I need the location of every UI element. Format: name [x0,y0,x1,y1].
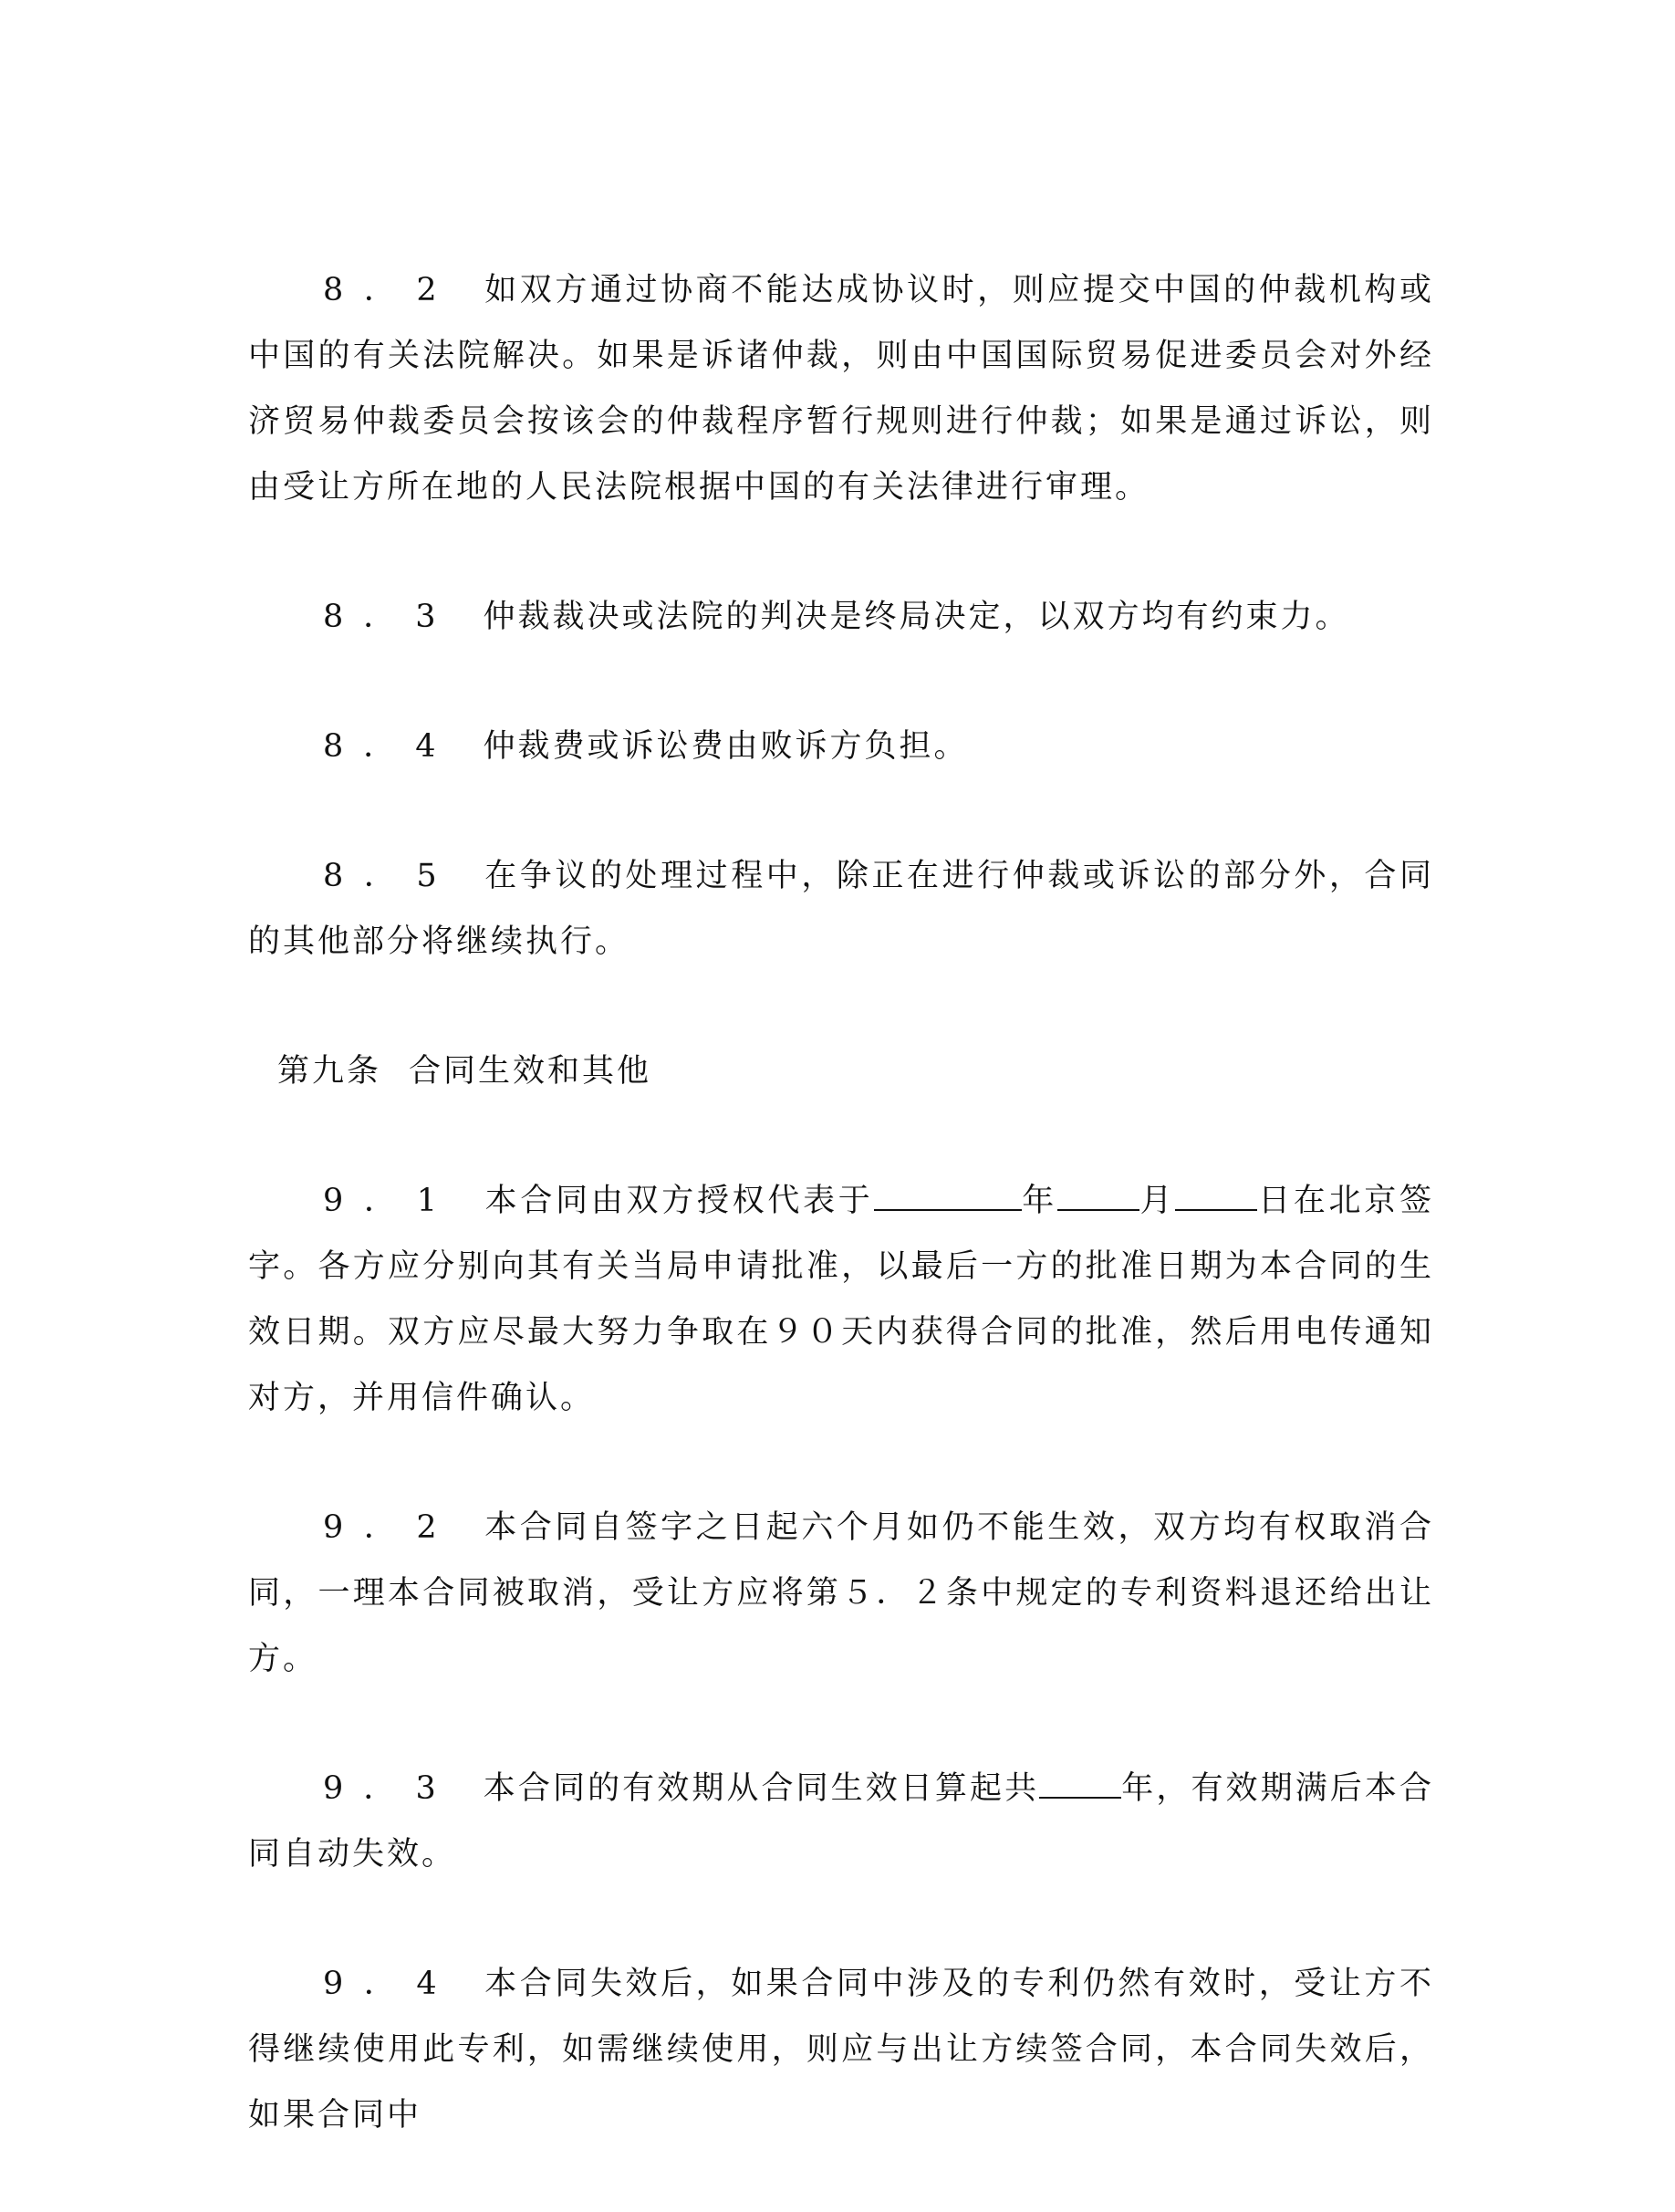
clause-9-1 [248,1168,1434,1431]
clause-number: 9．1 [323,1183,457,1219]
clause-number: 8．4 [323,728,456,765]
day-blank [1175,1182,1257,1211]
document-page [248,257,1434,2212]
clause-number: 8．5 [323,858,457,894]
clause-text: 本合同由双方授权代表于 [484,1183,874,1219]
clause-9-4 [248,1951,1434,2148]
clause-9-3 [248,1756,1434,1887]
clause-text: 本合同失效后，如果合同中涉及的专利仍然有效时，受让方不得继续使用此专利，如需继续使用，则应与出让方续签合同，本合同失效后，如果合同中 [248,1966,1434,2134]
clause-number: 9．2 [323,1509,457,1546]
clause-text: 本合同自签字之日起六个月如仍不能生效，双方均有权取消合同，一理本合同被取消，受让方应将第５．２条中规定的专利资料退还给出让方。 [248,1509,1434,1677]
month-label: 月 [1139,1183,1176,1219]
clause-8-5 [248,843,1434,975]
clause-number: 9．4 [323,1966,457,2002]
clause-number: 8．2 [323,272,457,308]
clause-text: 本合同的有效期从合同生效日算起共 [483,1770,1040,1807]
year-label: 年 [1021,1183,1057,1219]
clause-text-continued: 年，有效期满后本合同自动失效。 [248,1770,1434,1873]
clause-text-continued: 日在北京签字。各方应分别向其有关当局申请批准，以最后一方的批准日期为本合同的生效日期。双方应尽最大努力争取在９０天内获得合同的批准，然后用电传通知对方，并用信件确认。 [248,1183,1434,1416]
article-9-heading [248,1038,1434,1104]
clause-8-4 [248,714,1434,779]
clause-number: 8．3 [323,599,456,635]
clause-9-2 [248,1495,1434,1692]
clause-text: 在争议的处理过程中，除正在进行仲裁或诉讼的部分外，合同的其他部分将继续执行。 [248,858,1434,960]
year-blank [874,1182,1022,1211]
clause-8-3 [248,584,1434,650]
clause-text: 仲裁裁决或法院的判决是终局决定，以双方均有约束力。 [483,599,1350,635]
term-years-blank [1039,1769,1121,1799]
clause-8-2 [248,257,1434,520]
clause-text: 仲裁费或诉讼费由败诉方负担。 [483,728,969,765]
month-blank [1057,1182,1139,1211]
clause-text: 如双方通过协商不能达成协议时，则应提交中国的仲裁机构或中国的有关法院解决。如果是诉诸仲裁，则由中国国际贸易促进委员会对外经济贸易仲裁委员会按该会的仲裁程序暂行规则进行仲裁；如果是通过诉讼，则由受让方所在地的人民法院根据中国的有关法律进行审理。 [248,272,1434,506]
article-title: 合同生效和其他 [409,1053,652,1090]
clause-number: 9．3 [323,1770,456,1807]
article-number: 第九条 [277,1053,382,1090]
